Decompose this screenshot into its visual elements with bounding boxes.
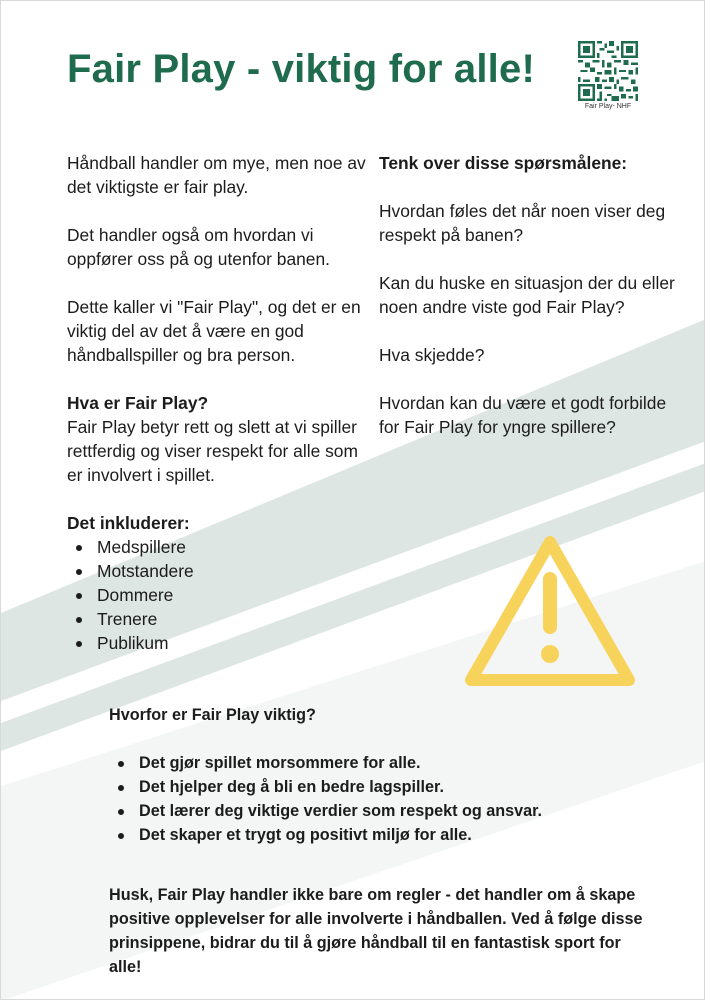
closing-paragraph: Husk, Fair Play handler ikke bare om regler - det handler om å skape positive opplevelser for alle involverte i håndballen. Ved å følge disse prinsippene, bidrar du til å gjøre håndball til en fantastisk sport for alle! — [109, 886, 643, 976]
includes-list — [67, 535, 367, 655]
question-item: Hva skjedde? — [379, 345, 485, 365]
list-item: Det hjelper deg å bli en bedre lagspiller. — [109, 775, 669, 799]
definition-paragraph: Dette kaller vi "Fair Play", og det er en viktig del av det å være en god håndballspiller og bra person. — [67, 297, 361, 365]
qr-code-icon[interactable] — [578, 41, 638, 101]
what-is-paragraph: Fair Play betyr rett og slett at vi spiller rettferdig og viser respekt for alle som er involvert i spillet. — [67, 417, 358, 485]
list-item: Trenere — [67, 607, 367, 631]
includes-heading: Det inkluderer: — [67, 513, 190, 533]
intro-paragraph: Håndball handler om mye, men noe av det viktigste er fair play. — [67, 153, 366, 197]
why-list — [109, 751, 669, 847]
list-item: Det gjør spillet morsommere for alle. — [109, 751, 669, 775]
qr-caption: Fair Play- NHF — [584, 103, 632, 110]
why-section — [109, 703, 669, 847]
list-item: Det skaper et trygt og positivt miljø for alle. — [109, 823, 669, 847]
questions-heading: Tenk over disse spørsmålene: — [379, 153, 628, 173]
left-column — [67, 151, 367, 655]
list-item: Publikum — [67, 631, 367, 655]
page-title: Fair Play - viktig for alle! — [67, 47, 535, 91]
list-item: Det lærer deg viktige verdier som respekt og ansvar. — [109, 799, 669, 823]
list-item: Medspillere — [67, 535, 367, 559]
question-item: Hvordan kan du være et godt forbilde for Fair Play for yngre spillere? — [379, 393, 667, 437]
right-column — [379, 151, 679, 439]
what-is-heading: Hva er Fair Play? — [67, 393, 209, 413]
list-item: Dommere — [67, 583, 367, 607]
question-item: Kan du huske en situasjon der du eller noen andre viste god Fair Play? — [379, 273, 675, 317]
list-item: Motstandere — [67, 559, 367, 583]
warning-triangle-icon — [459, 528, 641, 694]
conduct-paragraph: Det handler også om hvordan vi oppfører oss på og utenfor banen. — [67, 225, 330, 269]
question-item: Hvordan føles det når noen viser deg respekt på banen? — [379, 201, 666, 245]
why-heading: Hvorfor er Fair Play viktig? — [109, 706, 316, 724]
